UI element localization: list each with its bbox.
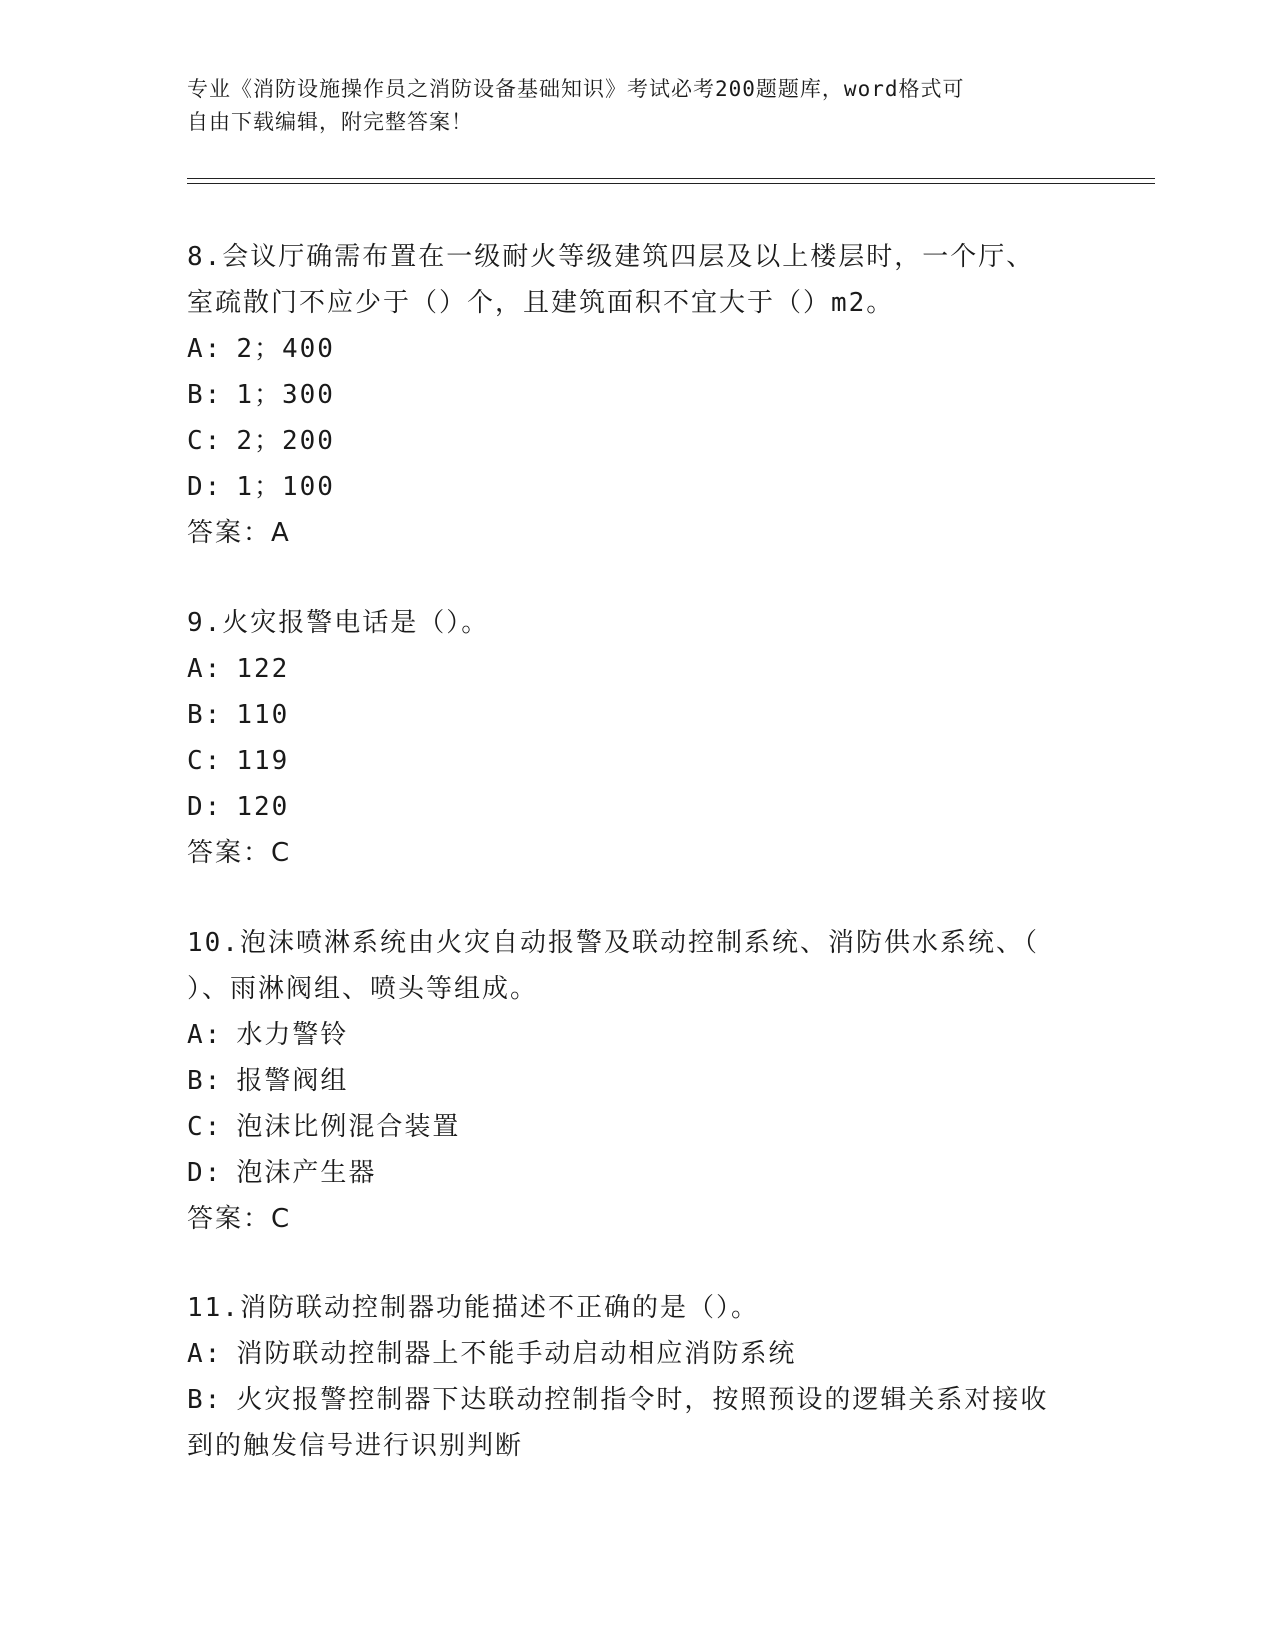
option-key: B: — [187, 1066, 223, 1096]
option-c — [187, 1104, 1087, 1150]
option-b — [187, 1058, 1087, 1104]
option-text: 泡沫比例混合装置 — [236, 1112, 461, 1142]
option-b — [187, 1377, 1087, 1423]
option-d — [187, 1150, 1087, 1196]
option-text: 2；400 — [236, 334, 335, 364]
option-a — [187, 1012, 1087, 1058]
question-stem-line: 11.消防联动控制器功能描述不正确的是（）。 — [187, 1293, 759, 1323]
option-text: 泡沫产生器 — [236, 1158, 377, 1188]
option-text: 1；300 — [236, 380, 335, 410]
option-c — [187, 418, 1087, 464]
header-divider-bottom — [187, 183, 1155, 184]
option-a — [187, 1331, 1087, 1377]
option-key: D: — [187, 472, 223, 502]
option-a — [187, 646, 1087, 692]
option-key: A: — [187, 334, 223, 364]
answer-line: 答案：C — [187, 1204, 292, 1234]
option-text: 110 — [236, 700, 290, 730]
option-text: 火灾报警控制器下达联动控制指令时，按照预设的逻辑关系对接收 — [236, 1385, 1049, 1415]
header-line-1: 专业《消防设施操作员之消防设备基础知识》考试必考200题题库，word格式可 — [187, 77, 965, 101]
question-stem-line: ）、雨淋阀组、喷头等组成。 — [187, 974, 539, 1004]
option-text: 120 — [236, 792, 290, 822]
option-text: 2；200 — [236, 426, 335, 456]
option-c — [187, 738, 1087, 784]
option-b — [187, 372, 1087, 418]
option-key: A: — [187, 1339, 223, 1369]
option-key: B: — [187, 700, 223, 730]
answer-line: 答案：C — [187, 838, 292, 868]
option-text: 119 — [236, 746, 290, 776]
header-line-2: 自由下载编辑，附完整答案！ — [187, 110, 473, 134]
option-text: 消防联动控制器上不能手动启动相应消防系统 — [236, 1339, 797, 1369]
answer-line: 答案：A — [187, 518, 291, 548]
option-key: D: — [187, 1158, 223, 1188]
question-8 — [187, 234, 1087, 556]
header-divider-top — [187, 178, 1155, 179]
option-b — [187, 692, 1087, 738]
question-11 — [187, 1285, 1087, 1469]
option-key: C: — [187, 1112, 223, 1142]
question-stem-line: 室疏散门不应少于（）个，且建筑面积不宜大于（）m2。 — [187, 288, 895, 318]
option-key: C: — [187, 426, 223, 456]
option-key: C: — [187, 746, 223, 776]
option-a — [187, 326, 1087, 372]
question-9 — [187, 600, 1087, 876]
option-key: A: — [187, 654, 223, 684]
question-10 — [187, 920, 1087, 1242]
question-stem-line: 8.会议厅确需布置在一级耐火等级建筑四层及以上楼层时，一个厅、 — [187, 242, 1035, 272]
option-text: 1；100 — [236, 472, 335, 502]
option-text: 报警阀组 — [236, 1066, 349, 1096]
option-continuation: 到的触发信号进行识别判断 — [187, 1431, 524, 1461]
option-text: 水力警铃 — [236, 1020, 349, 1050]
option-text: 122 — [236, 654, 290, 684]
option-key: A: — [187, 1020, 223, 1050]
document-header — [187, 73, 1087, 139]
question-stem-line: 10.泡沫喷淋系统由火灾自动报警及联动控制系统、消防供水系统、（ — [187, 928, 1039, 958]
option-key: B: — [187, 380, 223, 410]
option-key: D: — [187, 792, 223, 822]
option-d — [187, 784, 1087, 830]
option-d — [187, 464, 1087, 510]
question-stem-line: 9.火灾报警电话是（）。 — [187, 608, 490, 638]
option-key: B: — [187, 1385, 223, 1415]
